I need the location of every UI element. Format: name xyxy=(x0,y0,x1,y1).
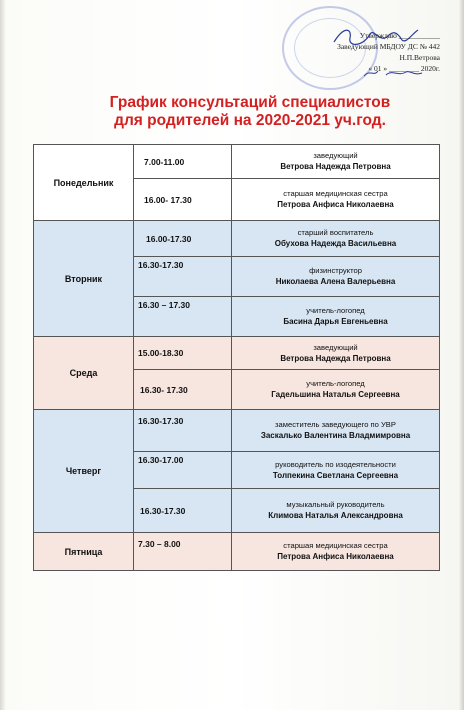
specialist-role: старшая медицинская сестра xyxy=(283,541,388,550)
specialist-role: физинструктор xyxy=(309,266,362,275)
specialist-cell xyxy=(232,257,440,297)
time-cell: 16.30- 17.30 xyxy=(134,370,232,410)
approval-line: Н.П.Ветрова xyxy=(399,53,440,62)
specialist-name: Обухова Надежда Васильевна xyxy=(274,239,397,248)
time-cell: 16.30 – 17.30 xyxy=(134,297,232,337)
table-row xyxy=(34,533,440,571)
time-cell: 16.00-17.30 xyxy=(134,221,232,257)
day-cell: Пятница xyxy=(34,533,134,571)
table-row xyxy=(34,221,440,257)
time-cell: 16.30-17.30 xyxy=(134,489,232,533)
time-cell: 7.30 – 8.00 xyxy=(134,533,232,571)
specialist-cell xyxy=(232,410,440,452)
specialist-role: учитель-логопед xyxy=(306,306,365,315)
specialist-cell xyxy=(232,489,440,533)
approval-line: Утверждаю ___________ xyxy=(359,31,440,40)
specialist-name: Басина Дарья Евгеньевна xyxy=(283,317,388,326)
specialist-name: Климова Наталья Александровна xyxy=(268,511,403,520)
time-cell: 15.00-18.30 xyxy=(134,337,232,370)
page-right-shadow xyxy=(458,0,464,710)
time-cell: 16.30-17.30 xyxy=(134,257,232,297)
specialist-cell xyxy=(232,337,440,370)
specialist-name: Петрова Анфиса Николаевна xyxy=(277,200,394,209)
specialist-cell xyxy=(232,452,440,489)
day-cell: Вторник xyxy=(34,221,134,337)
page-title xyxy=(60,94,440,130)
specialist-role: заведующий xyxy=(313,151,358,160)
day-cell: Среда xyxy=(34,337,134,410)
specialist-cell xyxy=(232,179,440,221)
time-cell: 7.00-11.00 xyxy=(134,145,232,179)
specialist-cell xyxy=(232,221,440,257)
title-line: для родителей на 2020-2021 уч.год. xyxy=(114,112,386,129)
table-row xyxy=(34,145,440,179)
approval-line: Заведующий МБДОУ ДС № 442 xyxy=(337,42,440,51)
title-line: График консультаций специалистов xyxy=(109,94,391,111)
table-row xyxy=(34,337,440,370)
time-cell: 16.30-17.00 xyxy=(134,452,232,489)
specialist-name: Гадельшина Наталья Сергеевна xyxy=(271,390,400,399)
page-left-shadow xyxy=(0,0,6,710)
specialist-name: Николаева Алена Валерьевна xyxy=(275,277,396,286)
schedule-table xyxy=(33,144,440,571)
specialist-role: музыкальный руководитель xyxy=(286,500,385,509)
specialist-cell xyxy=(232,145,440,179)
specialist-name: Заскалько Валентина Владмимровна xyxy=(260,431,411,440)
specialist-role: руководитель по изодеятельности xyxy=(275,459,396,469)
specialist-name: Ветрова Надежда Петровна xyxy=(280,353,391,363)
specialist-name: Ветрова Надежда Петровна xyxy=(280,162,391,171)
specialist-cell xyxy=(232,370,440,410)
specialist-role: старшая медицинская сестра xyxy=(283,189,388,198)
approval-block xyxy=(300,30,440,74)
specialist-cell xyxy=(232,533,440,571)
specialist-role: старший воспитатель xyxy=(297,228,374,237)
specialist-role: заместитель заведующего по УВР xyxy=(275,420,396,429)
day-cell: Четверг xyxy=(34,410,134,533)
specialist-name: Петрова Анфиса Николаевна xyxy=(277,552,394,561)
table-row xyxy=(34,410,440,452)
approval-line: « 01 » ________ 2020г. xyxy=(368,64,440,73)
specialist-role: заведующий xyxy=(313,342,358,352)
specialist-name: Толпекина Светлана Сергеевна xyxy=(272,470,399,480)
day-cell: Понедельник xyxy=(34,145,134,221)
specialist-cell xyxy=(232,297,440,337)
specialist-role: учитель-логопед xyxy=(306,379,365,388)
time-cell: 16.30-17.30 xyxy=(134,410,232,452)
time-cell: 16.00- 17.30 xyxy=(134,179,232,221)
